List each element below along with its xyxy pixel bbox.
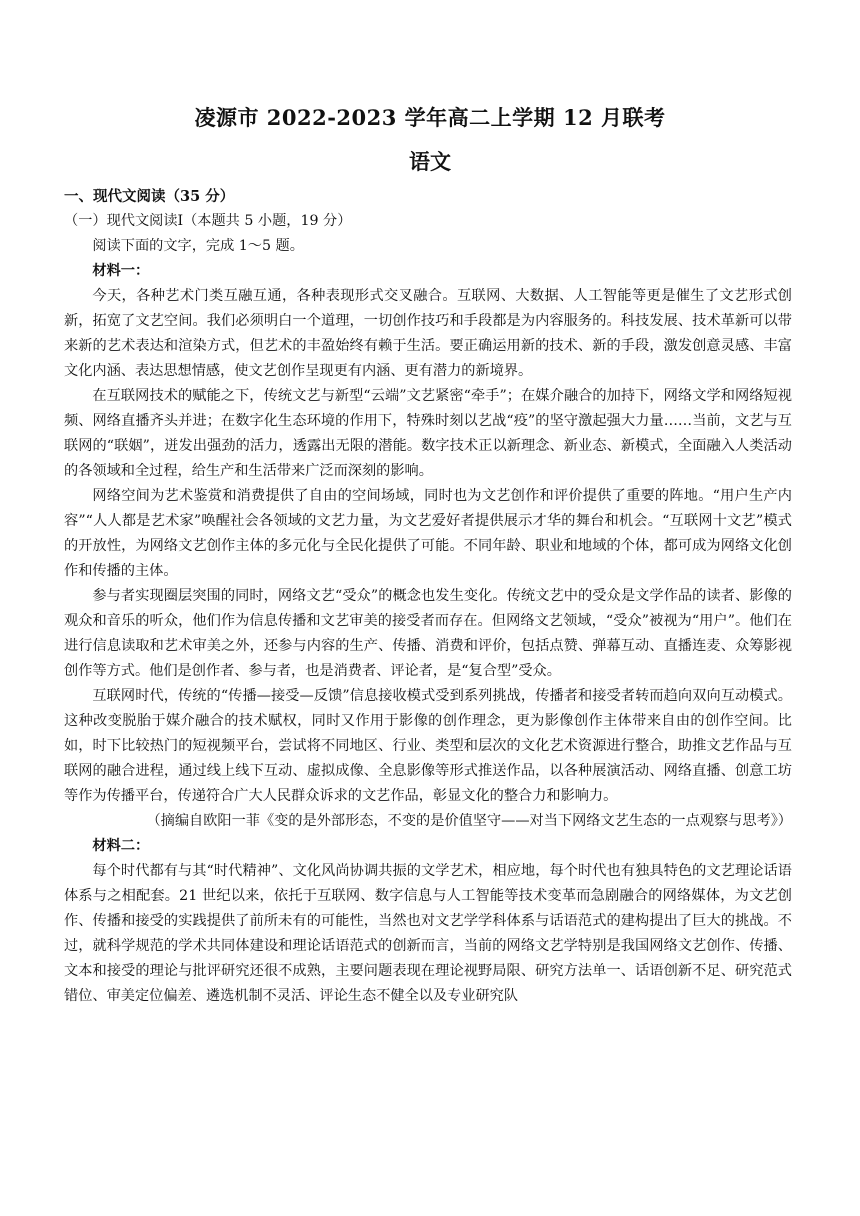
material-one-paragraph: 在互联网技术的赋能之下，传统文艺与新型“云端”文艺紧密“牵手”；在媒介融合的加持下，网络文学和网络短视频、网络直播齐头并进；在数字化生态环境的作用下，特殊时刻以艺战“疫”的坚守激起强大力量……当前，文艺与互联网的“联姻”，迸发出强劲的活力，透露出无限的潜能。数字技术正以新理念、新业态、新模式，全面融入人类活动的各领域和全过程，给生产和生活带来广泛而深刻的影响。 <box>64 388 792 479</box>
exam-title: 凌源市 2022-2023 学年高二上学期 12 月联考 <box>194 105 666 130</box>
document-body <box>64 184 792 1009</box>
material-one-paragraph: 互联网时代，传统的“传播—接受—反馈”信息接收模式受到系列挑战，传播者和接受者转而趋向双向互动模式。这种改变脱胎于媒介融合的技术赋权，同时又作用于影像的创作理念，更为影像创作主体带来自由的创作空间。比如，时下比较热门的短视频平台，尝试将不同地区、行业、类型和层次的文化艺术资源进行整合，助推文艺作品与互联网的融合进程，通过线上线下互动、虚拟成像、全息影像等形式推送作品，以各种展演活动、网络直播、创意工坊等作为传播平台，传递符合广大人民群众诉求的文艺作品，彰显文化的整合力和影响力。 <box>64 688 792 804</box>
subject-title: 语文 <box>409 149 451 174</box>
material-two-label: 材料二： <box>92 838 150 854</box>
material-one-paragraph: 今天，各种艺术门类互融互通，各种表现形式交叉融合。互联网、大数据、人工智能等更是催生了文艺形式创新，拓宽了文艺空间。我们必须明白一个道理，一切创作技巧和手段都是为内容服务的。科技发展、技术革新可以带来新的艺术表达和渲染方式，但艺术的丰盈始终有赖于生活。要正确运用新的技术、新的手段，激发创意灵感、丰富文化内涵、表达思想情感，使文艺创作呈现更有内涵、更有潜力的新境界。 <box>64 288 792 379</box>
material-one-label: 材料一： <box>92 263 150 279</box>
material-one-paragraph: 网络空间为艺术鉴赏和消费提供了自由的空间场域，同时也为文艺创作和评价提供了重要的阵地。“用户生产内容”“人人都是艺术家”唤醒社会各领域的文艺力量，为文艺爱好者提供展示才华的舞台和机会。“互联网十文艺”模式的开放性，为网络文艺创作主体的多元化与全民化提供了可能。不同年龄、职业和地域的个体，都可成为网络文化创作和传播的主体。 <box>64 488 792 579</box>
reading-instruction: 阅读下面的文字，完成 1～5 题。 <box>92 238 304 254</box>
section-heading: 一、现代文阅读（35 分） <box>64 188 235 205</box>
material-one-source: （摘编自欧阳一菲《变的是外部形态，不变的是价值坚守——对当下网络文艺生态的一点观察与思考》） <box>146 813 792 829</box>
material-two-paragraph: 每个时代都有与其“时代精神”、文化风尚协调共振的文学艺术，相应地，每个时代也有独具特色的文艺理论话语体系与之相配套。21 世纪以来，依托于互联网、数字信息与人工智能等技术变革而急剧融合的网络媒体，为文艺创作、传播和接受的实践提供了前所未有的可能性，当然也对文艺学学科体系与话语范式的建构提出了巨大的挑战。不过，就科学规范的学术共同体建设和理论话语范式的创新而言，当前的网络文艺学特别是我国网络文艺创作、传播、文本和接受的理论与批评研究还很不成熟，主要问题表现在理论视野局限、研究方法单一、话语创新不足、研究范式错位、审美定位偏差、遴选机制不灵活、评论生态不健全以及专业研究队 <box>64 863 792 1004</box>
section-subheading: （一）现代文阅读Ⅰ（本题共 5 小题，19 分） <box>64 213 352 229</box>
material-one-paragraph: 参与者实现圈层突围的同时，网络文艺“受众”的概念也发生变化。传统文艺中的受众是文学作品的读者、影像的观众和音乐的听众，他们作为信息传播和文艺审美的接受者而存在。但网络文艺领域，“受众”被视为“用户”。他们在进行信息读取和艺术审美之外，还参与内容的生产、传播、消费和评价，包括点赞、弹幕互动、直播连麦、众筹影视创作等方式。他们是创作者、参与者，也是消费者、评论者，是“复合型”受众。 <box>64 588 792 679</box>
